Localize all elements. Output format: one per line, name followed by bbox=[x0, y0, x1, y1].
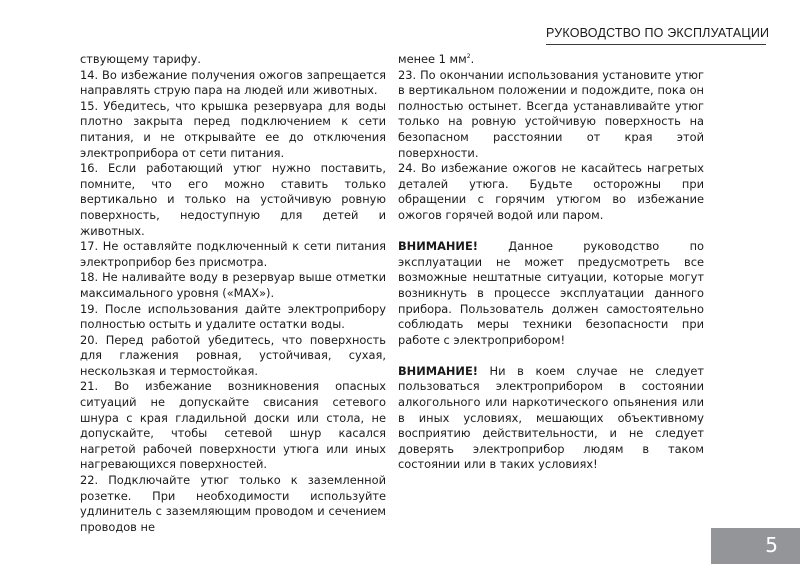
paragraph: 16. Если работающий утюг нужно поставить, помните, что его можно ставить только вертикально и только на устойчивую ровную поверхность, недоступную для детей и животных. bbox=[80, 161, 386, 238]
paragraph: 17. Не оставляйте подключенный к сети питания электроприбор без присмотра. bbox=[80, 239, 386, 269]
paragraph: 21. Во избежание возникновения опасных ситуаций не допускайте свисания сетевого шнура с края гладильной доски или стола, не допускайте, чтобы сетевой шнур касался нагретой рабочей поверхности утюга или иных нагревающихся поверхностей. bbox=[80, 379, 386, 472]
right-column bbox=[398, 52, 704, 473]
left-column bbox=[80, 52, 386, 535]
continuation-end: . bbox=[470, 52, 475, 66]
page-number-box bbox=[711, 528, 800, 564]
superscript: 2 bbox=[466, 53, 471, 60]
paragraph: 24. Во избежание ожогов не касайтесь нагретых деталей утюга. Будьте осторожны при обращении с горячим утюгом во избежание ожогов горячей водой или паром. bbox=[398, 161, 704, 222]
continuation-text: менее 1 мм bbox=[398, 52, 467, 66]
paragraph: 23. По окончании использования установите утюг в вертикальном положении и подождите, пока он полностью остынет. Всегда устанавливайте утюг только на ровную устойчивую поверхность на безопасном расстоянии от края этой поверхности. bbox=[398, 67, 704, 160]
paragraph-continuation bbox=[398, 52, 704, 68]
header-rule bbox=[546, 44, 766, 45]
warning-paragraph bbox=[398, 239, 704, 348]
page-number: 5 bbox=[765, 533, 778, 557]
paragraph: 20. Перед работой убедитесь, что поверхность для глажения ровная, устойчивая, сухая, нескользкая и термостойкая. bbox=[80, 332, 386, 378]
paragraph: 19. После использования дайте электроприбору полностью остыть и удалите остатки воды. bbox=[80, 301, 386, 332]
paragraph: 22. Подключайте утюг только к заземленной розетке. При необходимости используйте удлинитель с заземляющим проводом и сечением проводов не bbox=[80, 473, 386, 534]
warning-text: Ни в коем случае не следует пользоваться электроприбором в состоянии алкогольного или наркотического опьянения или в иных условиях, мешающих объективному восприятию действительности, и не следует доверять электроприбор людям в таком состоянии или в таких условиях! bbox=[398, 363, 704, 472]
paragraph: 14. Во избежание получения ожогов запрещается направлять струю пара на людей или животных. bbox=[80, 67, 386, 98]
paragraph: ствующему тарифу. bbox=[80, 52, 201, 66]
warning-paragraph bbox=[398, 364, 704, 473]
paragraph: 18. Не наливайте воду в резервуар выше отметки максимального уровня («MAX»). bbox=[80, 270, 386, 300]
warning-text: Данное руководство по эксплуатации не может предусмотреть все возможные нештатные ситуации, которые могут возникнуть в процессе эксплуатации данного прибора. Пользователь должен самостоятельно соблюдать меры техники безопасности при работе с электроприбором! bbox=[398, 239, 704, 347]
paragraph: 15. Убедитесь, что крышка резервуара для воды плотно закрыта перед подключением к сети питания, и не открывайте ее до отключения электроприбора от сети питания. bbox=[80, 98, 386, 160]
warning-label: ВНИМАНИЕ! bbox=[398, 239, 478, 254]
warning-label: ВНИМАНИЕ! bbox=[398, 363, 478, 378]
running-header: РУКОВОДСТВО ПО ЭКСПЛУАТАЦИИ bbox=[546, 26, 770, 40]
